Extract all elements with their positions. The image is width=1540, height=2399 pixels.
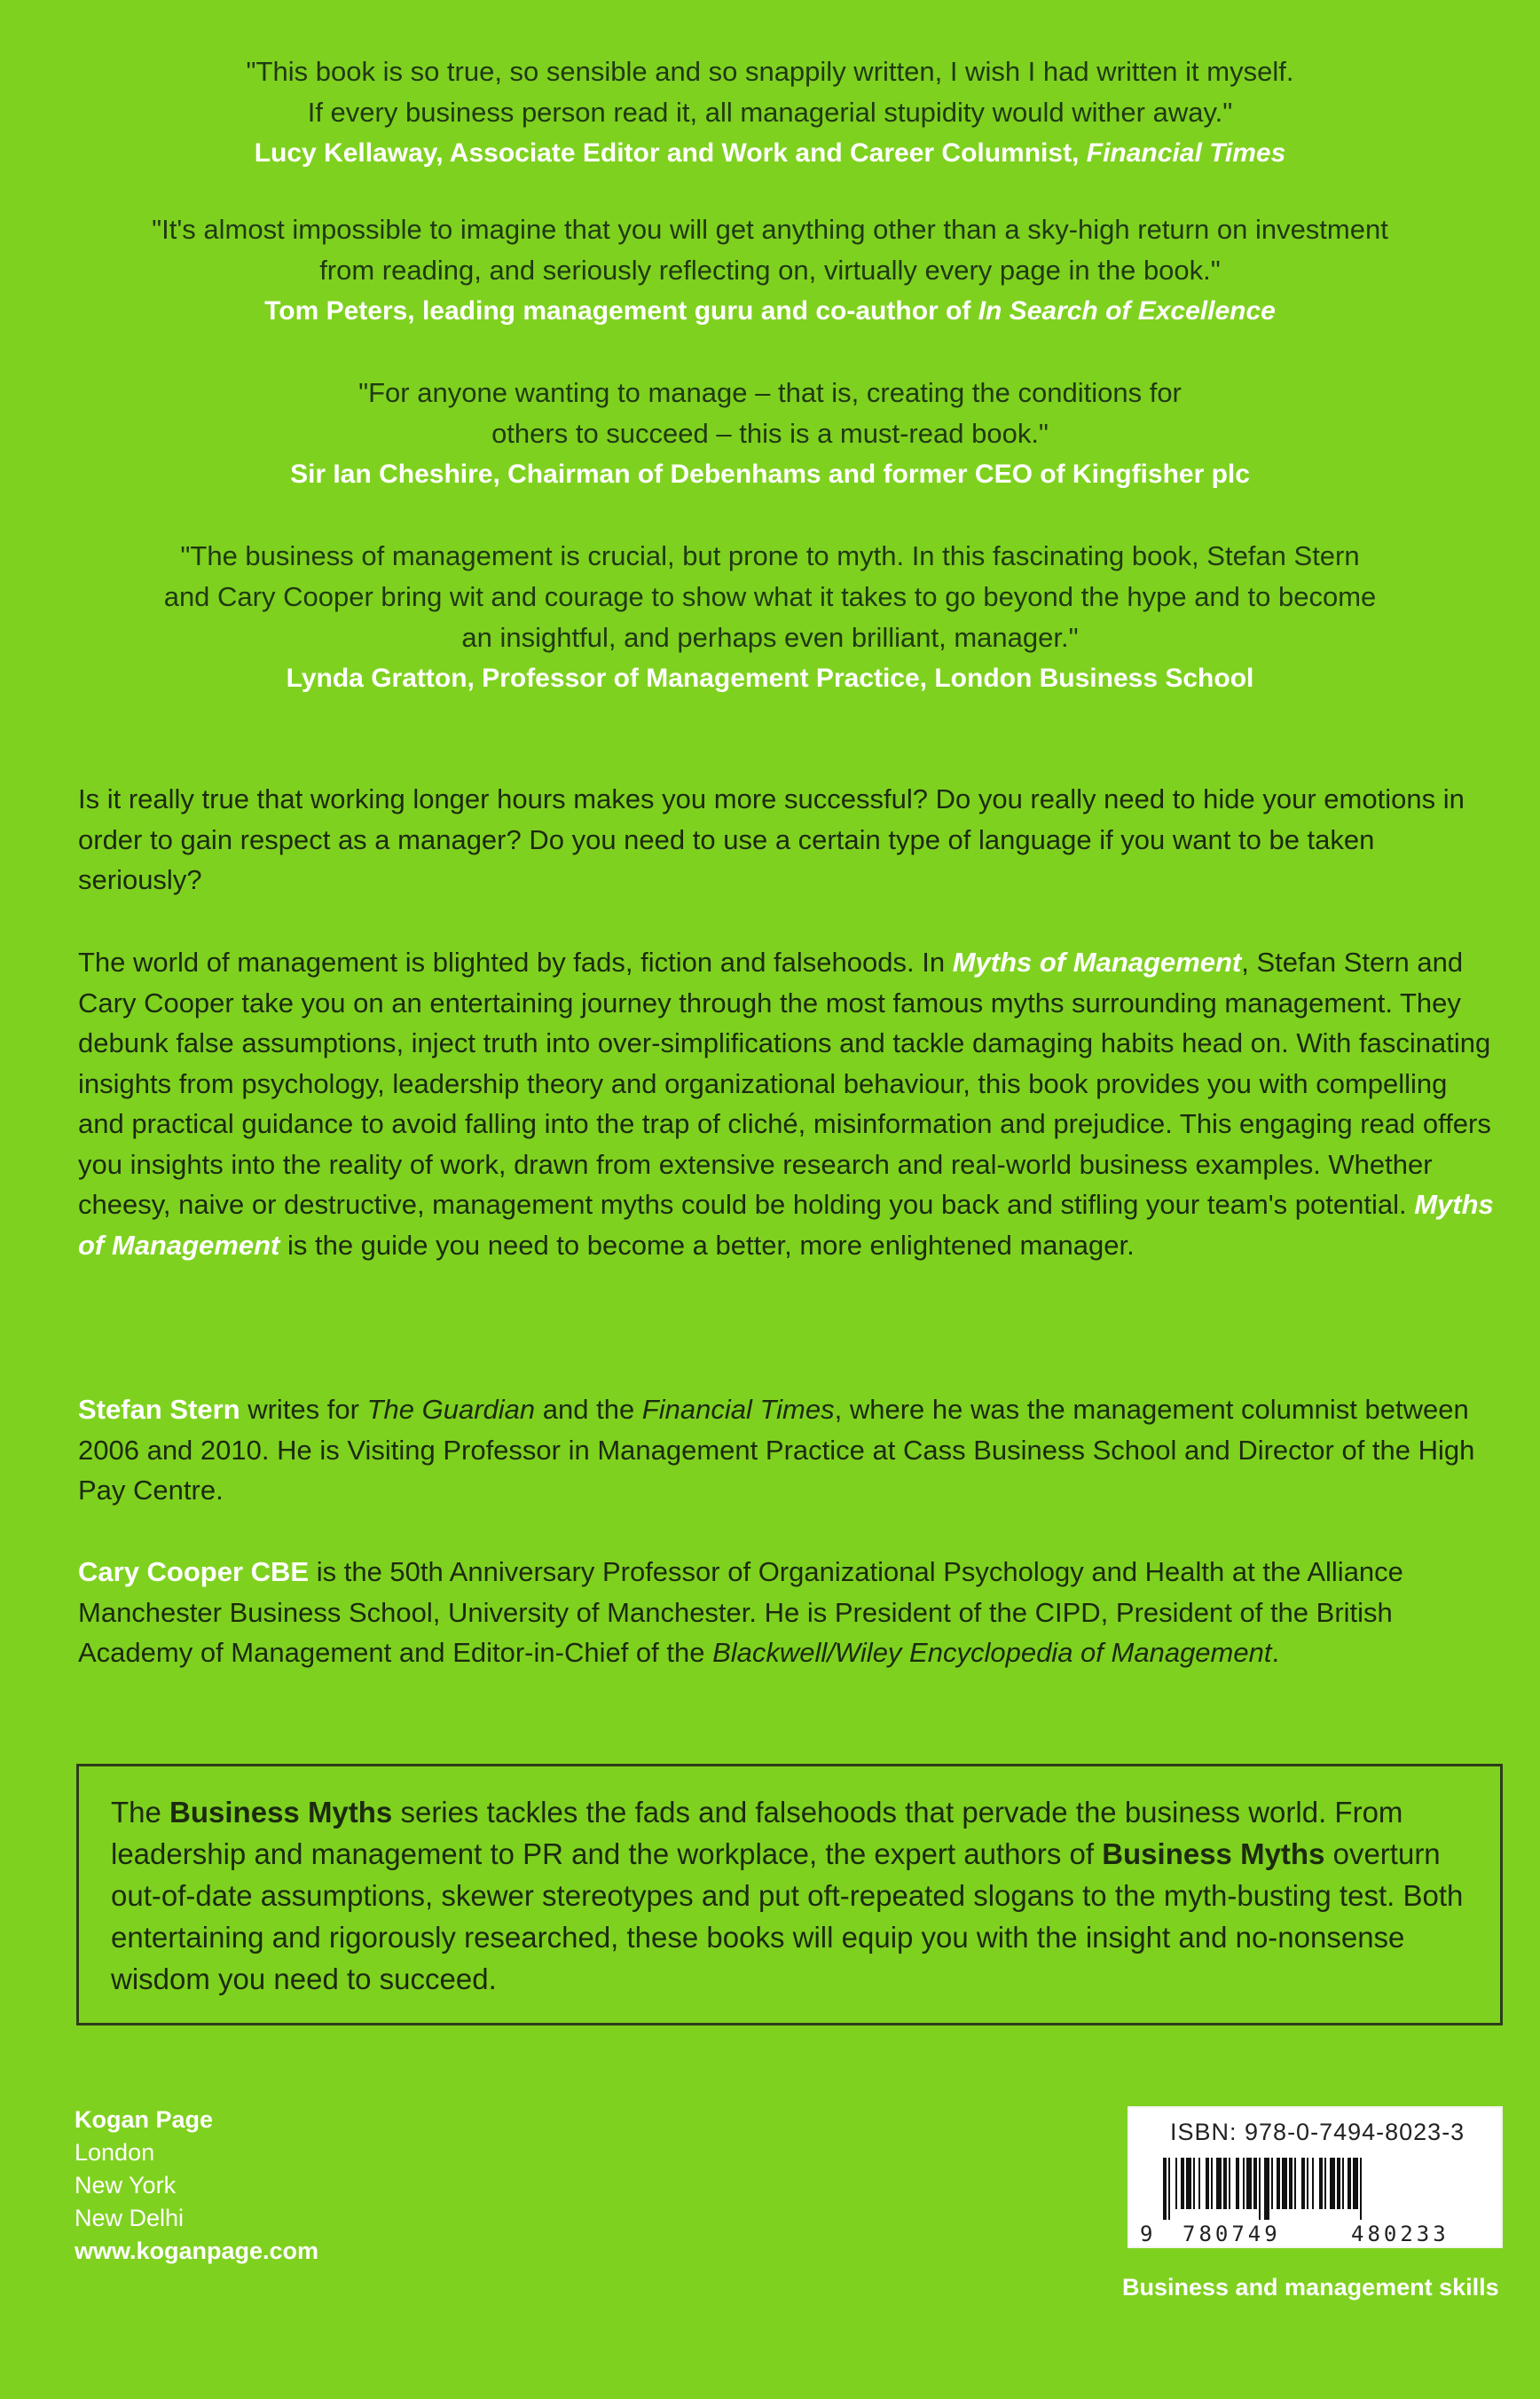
- barcode-bar: [1294, 2158, 1296, 2209]
- book-title: Myths of Management: [78, 1189, 1494, 1261]
- endorsement-line: "This book is so true, so sensible and so snappily written, I wish I had written it myself.: [246, 56, 1294, 87]
- barcode-bar: [1168, 2158, 1170, 2220]
- endorsement-attribution: [89, 133, 1451, 174]
- publication-name: Blackwell/Wiley Encyclopedia of Management: [712, 1637, 1272, 1668]
- barcode-bar: [1186, 2158, 1191, 2209]
- barcode-bar: [1312, 2158, 1314, 2209]
- barcode-bar: [1282, 2158, 1287, 2209]
- author-bio-cooper: [78, 1552, 1497, 1673]
- isbn-barcode: [1128, 2106, 1503, 2248]
- barcode-bar: [1324, 2158, 1326, 2209]
- barcode-bar: [1259, 2158, 1261, 2220]
- book-title: Myths of Management: [952, 947, 1242, 978]
- barcode-bar: [1211, 2158, 1213, 2209]
- barcode-digit: 9: [1140, 2222, 1157, 2246]
- series-name: Business Myths: [1102, 1837, 1325, 1870]
- attribution-text: Lucy Kellaway, Associate Editor and Work and Career Columnist,: [254, 138, 1080, 168]
- endorsement-gratton: [89, 536, 1451, 699]
- barcode-bar: [1319, 2158, 1323, 2209]
- barcode-bar: [1307, 2158, 1308, 2209]
- publication-name: Financial Times: [641, 1394, 835, 1425]
- bio-text: , where he was the management columnist between 2006 and 2010. He is Visiting Professor in Management Practice at Cass Business School and Director of the High Pay Centre.: [78, 1394, 1475, 1506]
- endorsement-attribution: Lynda Gratton, Professor of Management Practice, London Business School: [286, 664, 1254, 693]
- endorsement-cheshire: [89, 373, 1451, 495]
- barcode-bar: [1301, 2158, 1305, 2209]
- barcode-digits: 480233: [1351, 2222, 1450, 2246]
- endorsement-line: "It's almost impossible to imagine that you will get anything other than a sky-high return on investment: [152, 214, 1388, 245]
- barcode-bar: [1264, 2158, 1269, 2220]
- bio-text: .: [1271, 1637, 1280, 1668]
- barcode-bar: [1223, 2158, 1227, 2209]
- barcode-bar: [1216, 2158, 1222, 2209]
- endorsement-line: from reading, and seriously reflecting on, virtually every page in the book.": [319, 255, 1221, 286]
- endorsement-line: others to succeed – this is a must-read book.": [491, 418, 1049, 449]
- endorsement-attribution: [89, 291, 1451, 332]
- publisher-city: London: [75, 2139, 155, 2166]
- series-text-part: The: [111, 1796, 170, 1829]
- barcode-bar: [1243, 2158, 1245, 2209]
- endorsement-attribution: Sir Ian Cheshire, Chairman of Debenhams and former CEO of Kingfisher plc: [290, 460, 1250, 489]
- blurb-intro: Is it really true that working longer hours makes you more successful? Do you really need to hide your emotions in order to gain respect as a manager? Do you need to use a certain type of language if you want to be taken seriously?: [78, 783, 1465, 895]
- barcode-bar: [1229, 2158, 1230, 2209]
- barcode-bar: [1289, 2158, 1292, 2209]
- endorsement-line: If every business person read it, all managerial stupidity would wither away.": [307, 97, 1233, 128]
- attribution-publication: Financial Times: [1086, 138, 1286, 168]
- publisher-city: New Delhi: [75, 2205, 185, 2231]
- barcode-bar: [1253, 2158, 1257, 2209]
- endorsement-line: an insightful, and perhaps even brilliant, manager.": [461, 622, 1079, 653]
- barcode-bar: [1163, 2158, 1167, 2220]
- barcode-bar: [1175, 2158, 1177, 2209]
- attribution-publication: In Search of Excellence: [978, 296, 1276, 326]
- publisher-info: [75, 2104, 318, 2268]
- barcode-icon: [1138, 2158, 1493, 2223]
- publisher-url[interactable]: www.koganpage.com: [75, 2238, 319, 2264]
- barcode-bar: [1342, 2158, 1344, 2209]
- endorsement-line: "The business of management is crucial, but prone to myth. In this fascinating book, Stefan Stern: [180, 540, 1360, 571]
- publication-name: The Guardian: [366, 1394, 536, 1425]
- barcode-bar: [1193, 2158, 1195, 2209]
- bio-text: is the 50th Anniversary Professor of Organizational Psychology and Health at the Alliance Manchester Business School, University of Manchester. He is President of the CIPD, President of the British Academy of Management and Editor-in-Chief of the: [78, 1556, 1403, 1668]
- endorsement-line: "For anyone wanting to manage – that is, creating the conditions for: [358, 377, 1182, 408]
- series-info-box: [76, 1764, 1503, 2025]
- isbn-label: ISBN: 978-0-7494-8023-3: [1170, 2119, 1465, 2145]
- author-name: Cary Cooper CBE: [78, 1556, 310, 1587]
- barcode-bar: [1271, 2158, 1273, 2209]
- endorsement-peters: [89, 209, 1451, 332]
- endorsement-kellaway: [89, 51, 1451, 174]
- endorsement-line: and Cary Cooper bring wit and courage to show what it takes to go beyond the hype and to become: [163, 581, 1377, 612]
- series-text-part: overturn out-of-date assumptions, skewer stereotypes and put oft-repeated slogans to the myth-busting test. Both entertaining and rigorously researched, these books will equip you with the insight and no-nonsense wisdom you need to succeed.: [111, 1837, 1464, 1995]
- bio-text: writes for: [240, 1394, 367, 1425]
- barcode-bar: [1353, 2158, 1358, 2209]
- barcode-bar: [1330, 2158, 1335, 2209]
- publisher-name: Kogan Page: [75, 2106, 214, 2133]
- series-name: Business Myths: [169, 1796, 393, 1829]
- barcode-bar: [1246, 2158, 1252, 2209]
- series-text-part: series tackles the fads and falsehoods that pervade the business world. From leadership and management to PR and the workplace, the expert authors of: [111, 1796, 1403, 1870]
- book-category: Business and management skills: [1122, 2274, 1499, 2301]
- author-name: Stefan Stern: [78, 1394, 240, 1425]
- barcode-bar: [1337, 2158, 1340, 2209]
- attribution-text: Tom Peters, leading management guru and co-author of: [264, 296, 971, 326]
- barcode-bar: [1236, 2158, 1239, 2209]
- publisher-city: New York: [75, 2172, 177, 2198]
- blurb-text: is the guide you need to become a better, more enlightened manager.: [279, 1229, 1135, 1261]
- barcode-bar: [1181, 2158, 1184, 2209]
- barcode-bar: [1198, 2158, 1200, 2209]
- barcode-bar: [1277, 2158, 1280, 2209]
- blurb-description: [78, 942, 1497, 1265]
- author-bio-stern: [78, 1389, 1497, 1511]
- barcode-bar: [1206, 2158, 1209, 2209]
- barcode-bar: [1360, 2158, 1362, 2220]
- blurb-text: The world of management is blighted by fads, fiction and falsehoods. In: [78, 947, 953, 978]
- barcode-bar: [1348, 2158, 1351, 2209]
- series-text: [111, 1791, 1468, 2000]
- barcode-digits: 780749: [1182, 2222, 1281, 2246]
- bio-text: and the: [535, 1394, 642, 1425]
- blurb-text: , Stefan Stern and Cary Cooper take you on an entertaining journey through the most famous myths surrounding management. They debunk false assumptions, inject truth into over-simplifications and tackle damaging habits head on. With fascinating insights from psychology, leadership theory and organizational behaviour, this book provides you with compelling and practical guidance to avoid falling into the trap of cliché, misinformation and prejudice. This engaging read offers you insights into the reality of work, drawn from extensive research and real-world business examples. Whether cheesy, naive or destructive, management myths could be holding you back and stifling your team's potential.: [78, 947, 1491, 1220]
